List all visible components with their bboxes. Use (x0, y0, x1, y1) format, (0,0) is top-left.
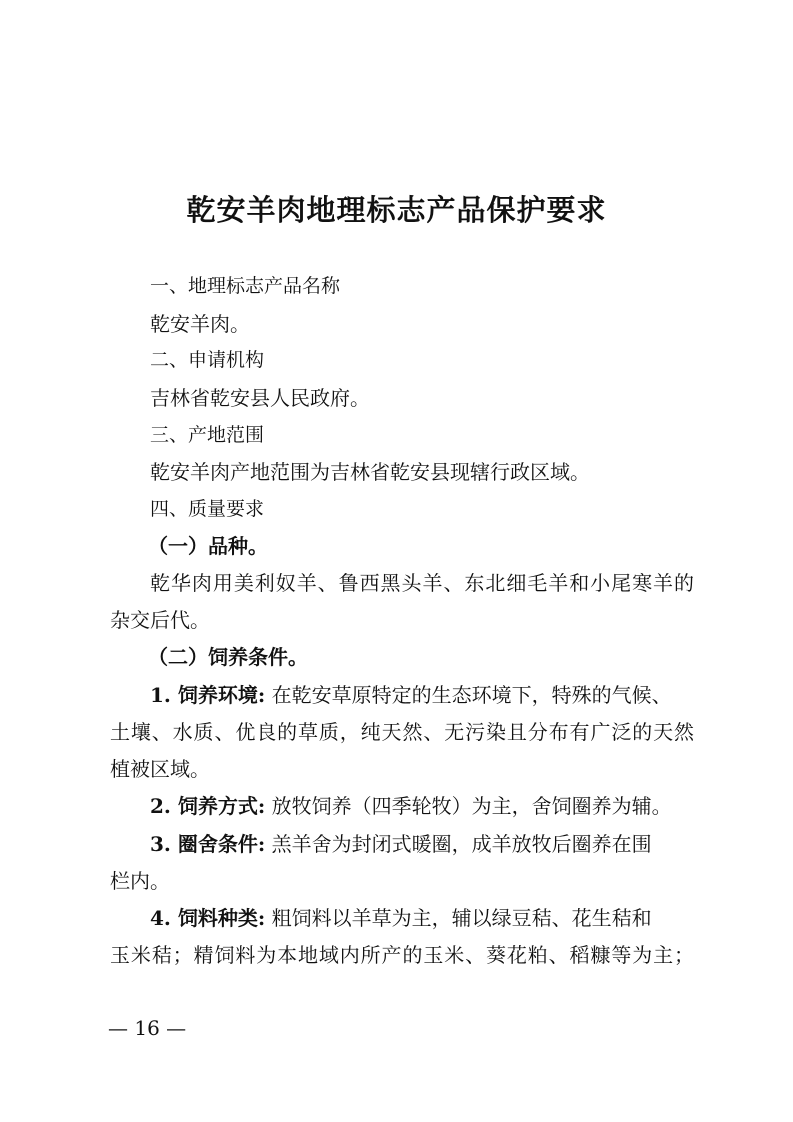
item-1-text: 在乾安草原特定的生态环境下，特殊的气候、 (265, 683, 672, 707)
section-2-body: 吉林省乾安县人民政府。 (150, 386, 370, 410)
subsection-1-line-2: 杂交后代。 (110, 608, 210, 632)
item-3-text: 羔羊舍为封闭式暖圈，成羊放牧后圈养在围 (265, 832, 652, 856)
item-4-label: 4. 饲料种类: (150, 906, 266, 930)
item-1-line-3: 植被区域。 (110, 757, 210, 781)
subsection-2-heading: （二）饲养条件。 (148, 645, 308, 669)
item-1-line-1 (150, 681, 740, 709)
section-2-heading: 二、申请机构 (150, 349, 265, 371)
section-3-body: 乾安羊肉产地范围为吉林省乾安县现辖行政区域。 (150, 460, 590, 484)
subsection-1-line-1: 乾华肉用美利奴羊、鲁西黑头羊、东北细毛羊和小尾寒羊的 (150, 571, 694, 595)
section-3-heading: 三、产地范围 (150, 424, 265, 446)
item-2-line (150, 792, 740, 820)
page-number: — 16 — (108, 1016, 187, 1040)
subsection-1-heading: （一）品种。 (148, 534, 268, 558)
section-1-body: 乾安羊肉。 (150, 312, 250, 336)
item-3-line-1 (150, 830, 740, 858)
item-1-line-2: 土壤、水质、优良的草质，纯天然、无污染且分布有广泛的天然 (110, 720, 694, 744)
section-1-heading: 一、地理标志产品名称 (150, 275, 341, 297)
item-4-line-2: 玉米秸；精饲料为本地域内所产的玉米、葵花粕、稻糠等为主； (110, 943, 694, 967)
document-title: 乾安羊肉地理标志产品保护要求 (186, 193, 607, 227)
item-4-line-1 (150, 904, 740, 932)
item-1-label: 1. 饲养环境: (150, 683, 266, 707)
item-3-label: 3. 圈舍条件: (150, 832, 266, 856)
item-2-label: 2. 饲养方式: (150, 794, 266, 818)
item-2-text: 放牧饲养（四季轮牧）为主，舍饲圈养为辅。 (265, 794, 672, 818)
section-4-heading: 四、质量要求 (150, 498, 265, 520)
item-3-line-2: 栏内。 (110, 869, 170, 893)
item-4-text: 粗饲料以羊草为主，辅以绿豆秸、花生秸和 (265, 906, 652, 930)
